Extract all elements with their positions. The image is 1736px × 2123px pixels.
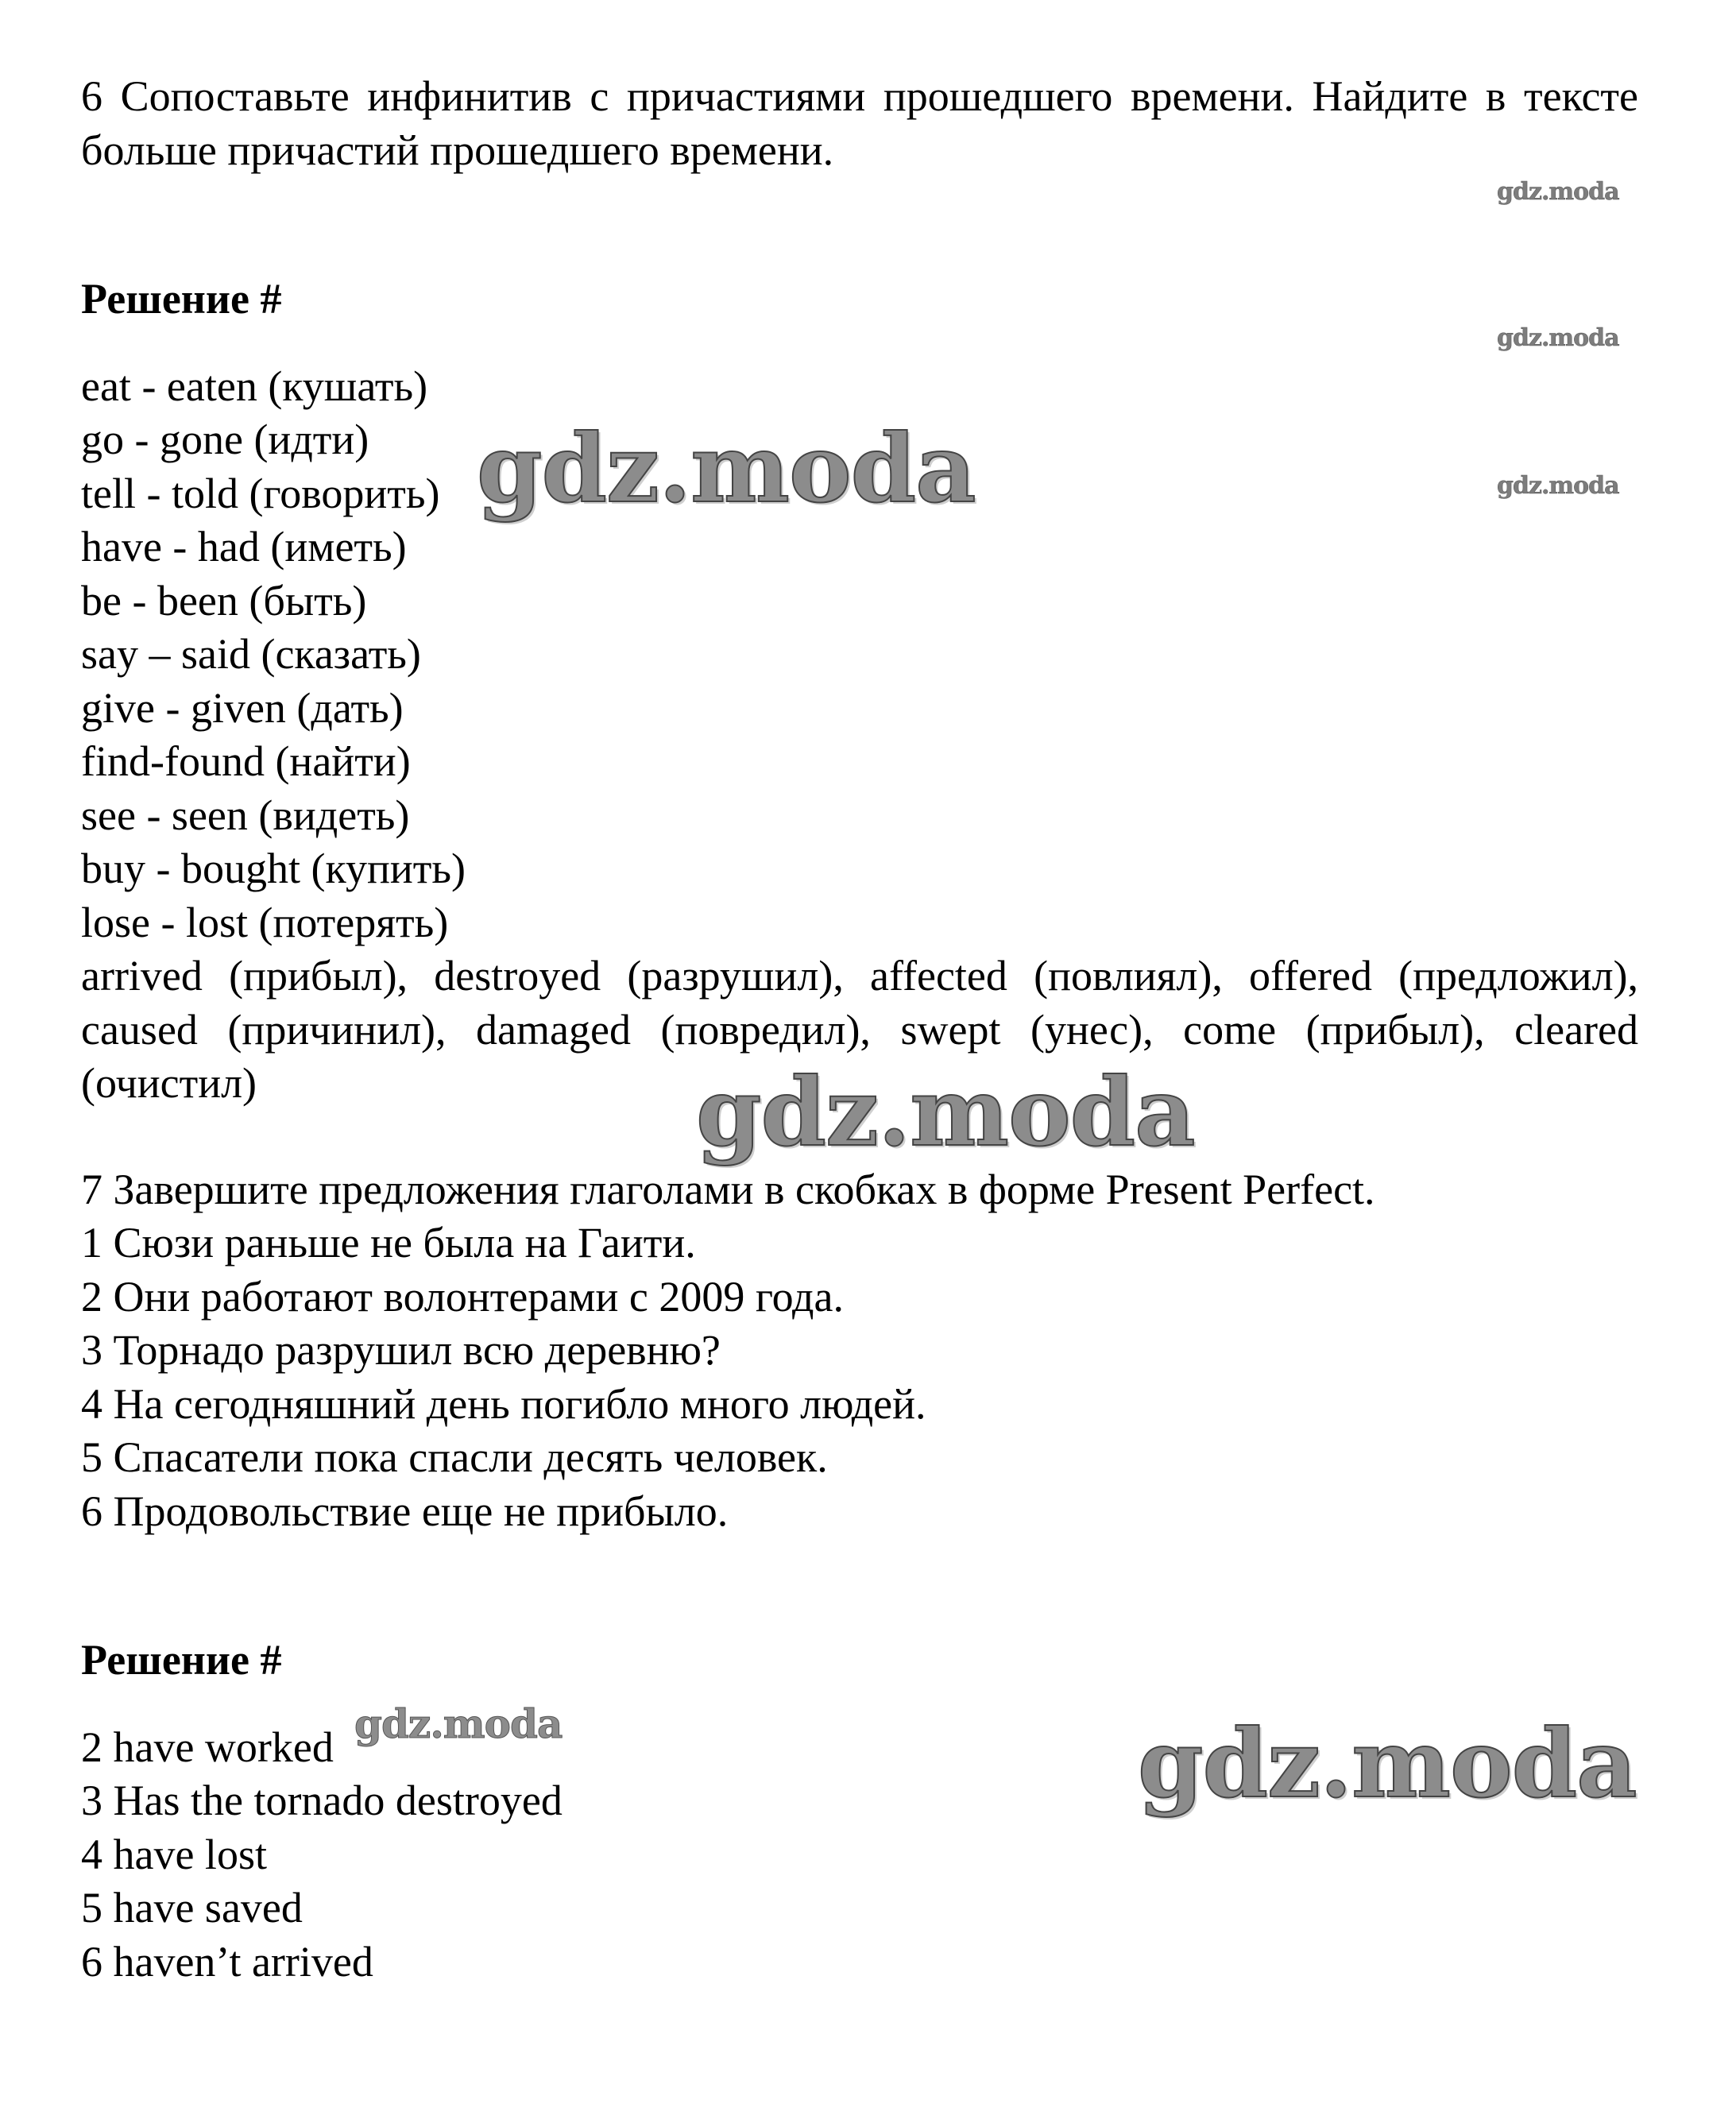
- list-item: find-found (найти): [81, 737, 411, 785]
- list-item: 6 Продовольствие еще не прибыло.: [81, 1487, 729, 1535]
- list-item: be - been (быть): [81, 576, 367, 625]
- watermark: gdz.moda: [1497, 178, 1619, 206]
- task-7-prompt: 7 Завершите предложения глаголами в скобках в форме Present Perfect.: [81, 1165, 1375, 1213]
- watermark: gdz.moda: [354, 1700, 563, 1747]
- list-item: buy - bought (купить): [81, 845, 466, 892]
- list-item: 2 have worked: [81, 1723, 334, 1771]
- task-6-prompt: 6 Сопоставьте инфинитив с причастиями прошедшего времени. Найдите в тексте больше причастий прошедшего времени.: [81, 72, 1638, 174]
- list-item: 4 На сегодняшний день погибло много людей.: [81, 1379, 926, 1428]
- watermark: gdz.moda: [477, 413, 976, 524]
- task-6-more-participles: arrived (прибыл), destroyed (разрушил), affected (повлиял), offered (предложил), caused (причинил), damaged (повредил), swept (унес), come (прибыл), cleared (очистил): [81, 952, 1638, 1107]
- list-item: give - given (дать): [81, 683, 404, 732]
- watermark: gdz.moda: [1138, 1708, 1637, 1819]
- watermark: gdz.moda: [1497, 324, 1619, 352]
- task-7-solution-heading: Решение #: [81, 1636, 282, 1684]
- list-item: 3 Торнадо разрушил всю деревню?: [81, 1326, 721, 1374]
- list-item: 5 have saved: [81, 1884, 303, 1932]
- watermark: gdz.moda: [1497, 472, 1619, 500]
- list-item: go - gone (идти): [81, 416, 369, 463]
- list-item: 3 Has the tornado destroyed: [81, 1777, 563, 1824]
- task-6-solution-heading: Решение #: [81, 275, 282, 323]
- watermark: gdz.moda: [696, 1057, 1195, 1167]
- list-item: 5 Спасатели пока спасли десять человек.: [81, 1433, 828, 1481]
- list-item: 6 haven’t arrived: [81, 1937, 373, 1986]
- list-item: tell - told (говорить): [81, 469, 440, 517]
- list-item: 4 have lost: [81, 1830, 267, 1878]
- task-7-sentences-list: [81, 1216, 1638, 1538]
- list-item: see - seen (видеть): [81, 791, 410, 839]
- list-item: eat - eaten (кушать): [81, 362, 428, 410]
- list-item: 1 Сюзи раньше не была на Гаити.: [81, 1219, 696, 1266]
- list-item: 2 Они работают волонтерами с 2009 года.: [81, 1272, 845, 1321]
- list-item: say – said (сказать): [81, 630, 421, 678]
- list-item: have - had (иметь): [81, 523, 407, 570]
- document-page: [81, 70, 1638, 1989]
- list-item: lose - lost (потерять): [81, 898, 449, 946]
